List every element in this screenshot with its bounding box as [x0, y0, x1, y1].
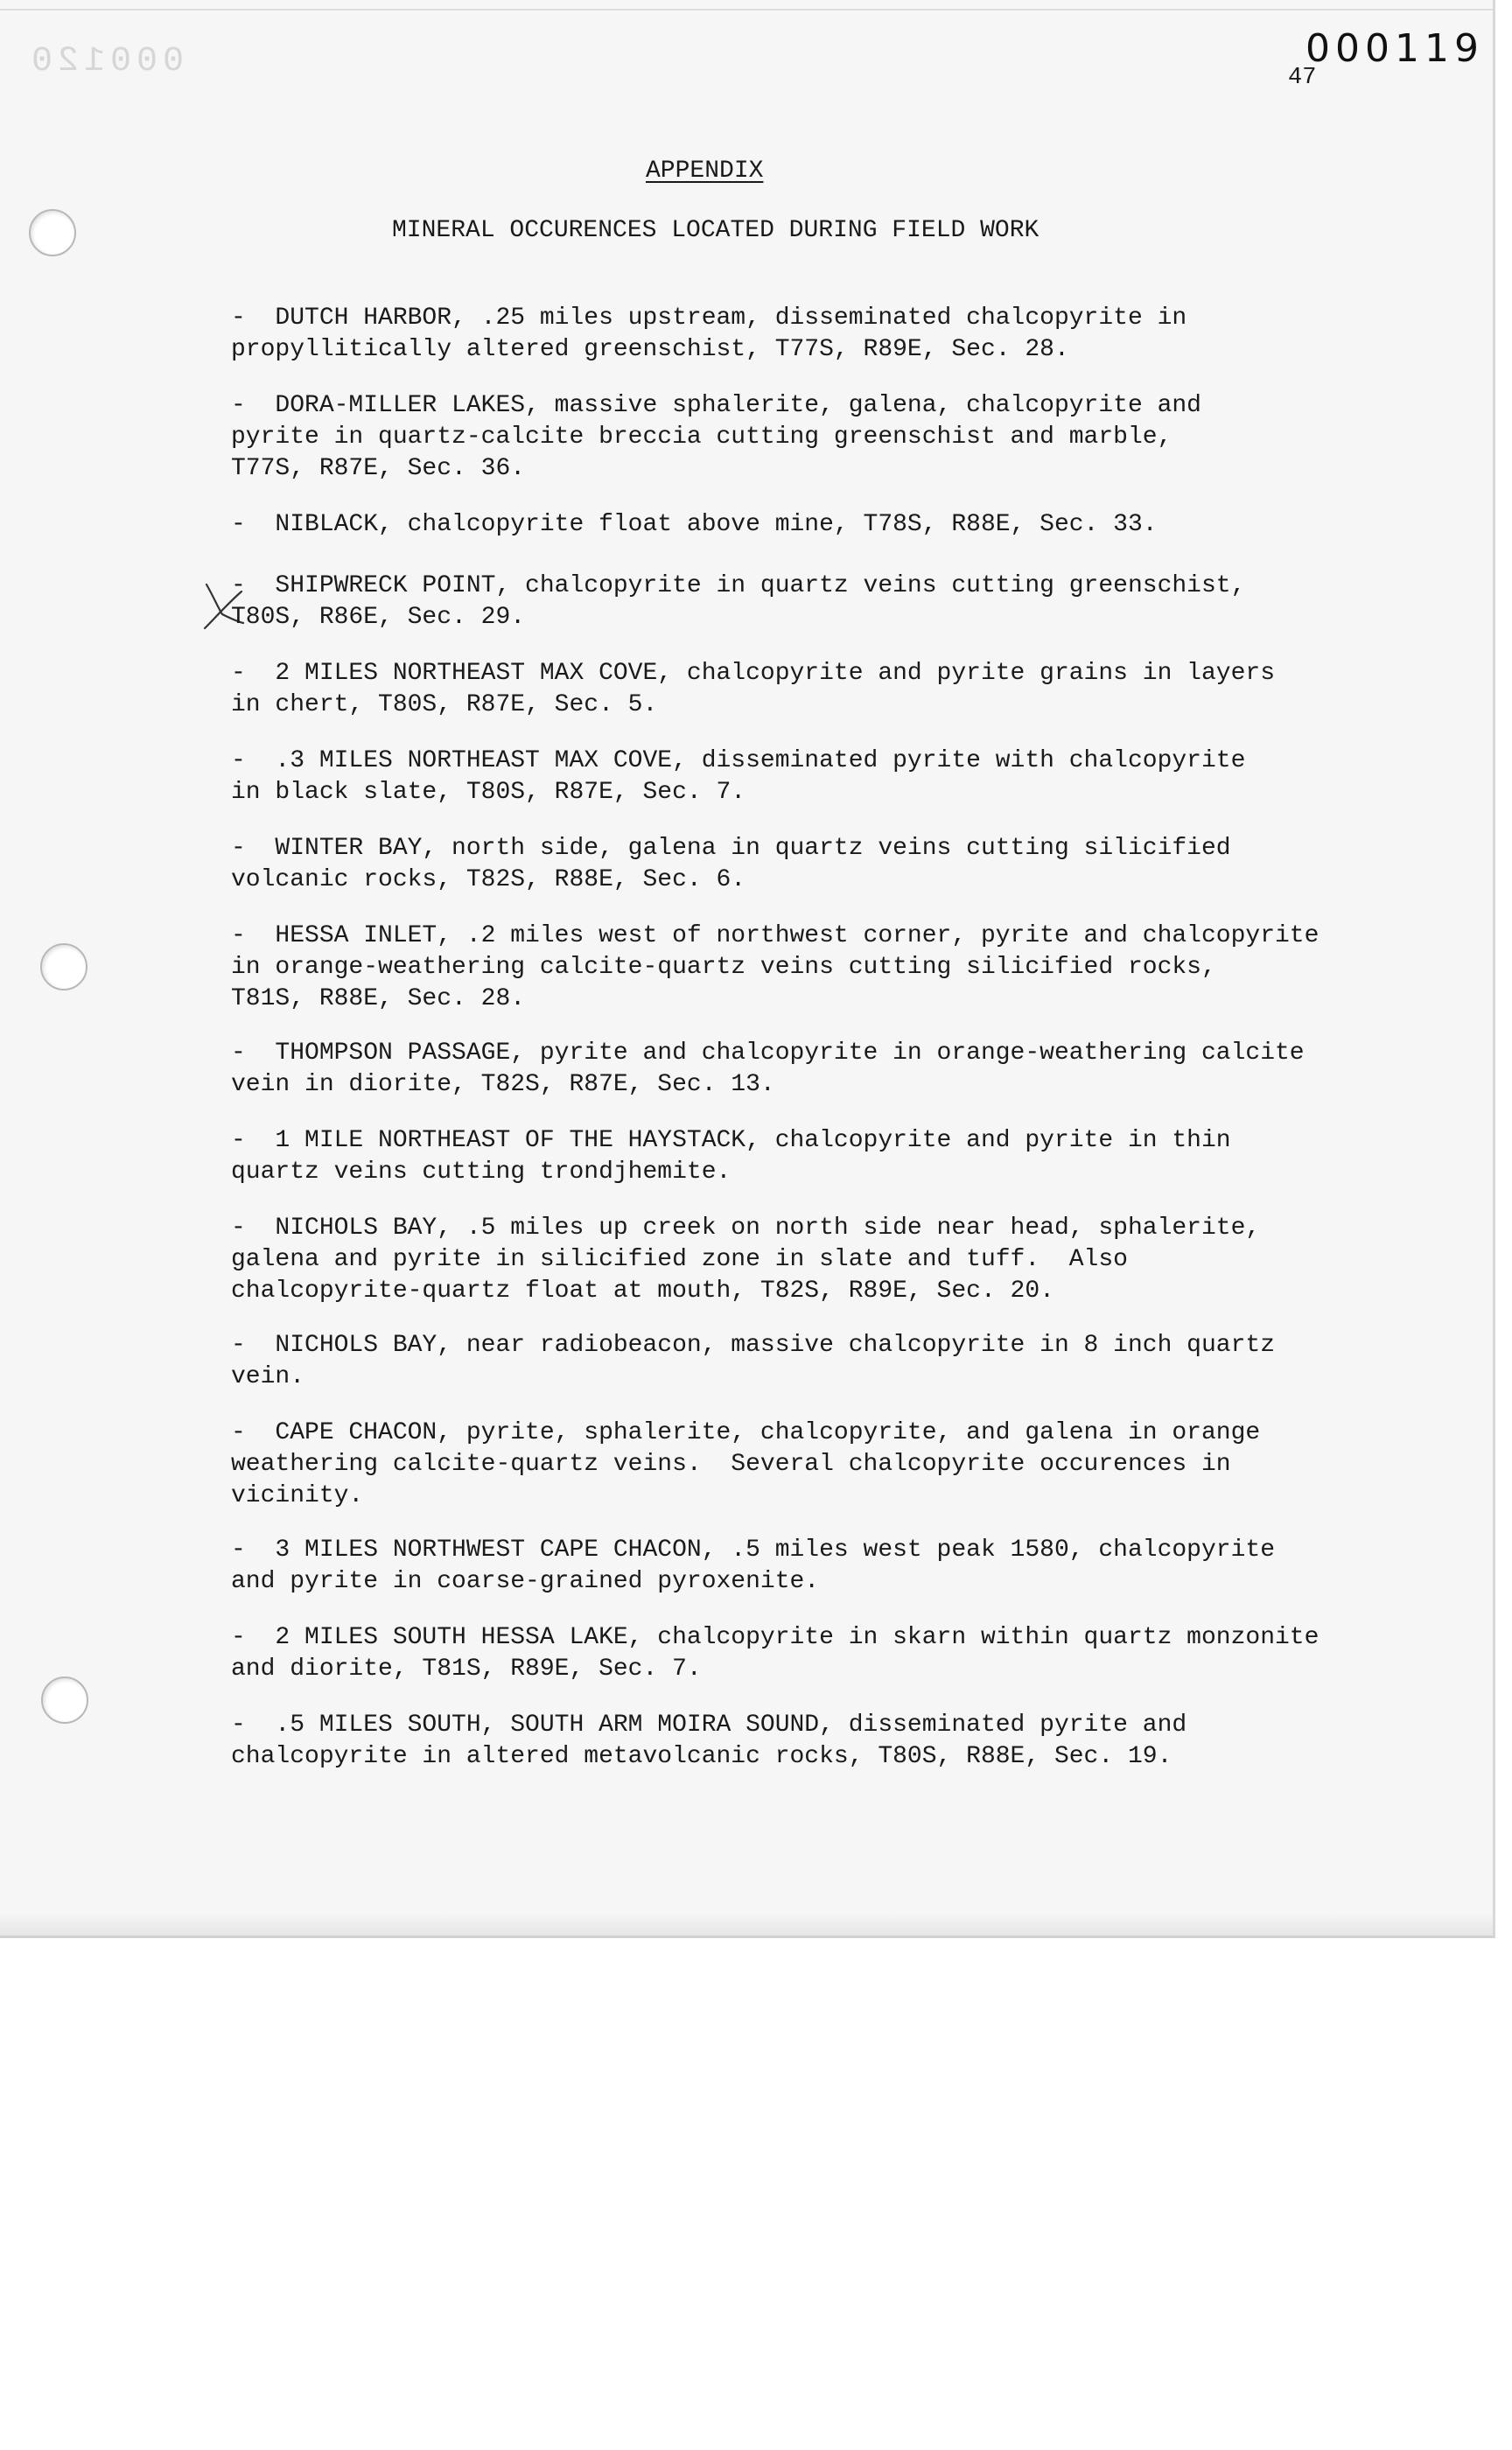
list-item: - DORA-MILLER LAKES, massive sphalerite, galena, chalcopyrite and pyrite in quartz-calcite breccia cutting greenschist and marble, T77S, R87E, Sec. 36.: [231, 392, 1201, 482]
punch-hole-icon: [29, 209, 76, 256]
list-item: - .3 MILES NORTHEAST MAX COVE, disseminated pyrite with chalcopyrite in black slate, T80S, R87E, Sec. 7.: [231, 747, 1246, 806]
punch-hole-icon: [41, 1676, 88, 1724]
list-item: - DUTCH HARBOR, .25 miles upstream, disseminated chalcopyrite in propyllitically altered greenschist, T77S, R89E, Sec. 28.: [231, 304, 1187, 363]
list-item: - NICHOLS BAY, .5 miles up creek on north side near head, sphalerite, galena and pyrite in silicified zone in slate and tuff. Also chalcopyrite-quartz float at mouth, T82S, R89E, Sec. 20.: [231, 1214, 1261, 1305]
page-top-edge: [0, 9, 1493, 10]
page-subtitle: MINERAL OCCURENCES LOCATED DURING FIELD WORK: [392, 217, 1040, 244]
list-item: - 2 MILES SOUTH HESSA LAKE, chalcopyrite in skarn within quartz monzonite and diorite, T81S, R89E, Sec. 7.: [231, 1624, 1320, 1683]
punch-hole-icon: [40, 943, 88, 990]
page-number: 47: [1288, 65, 1317, 91]
list-item: - .5 MILES SOUTH, SOUTH ARM MOIRA SOUND, disseminated pyrite and chalcopyrite in altered metavolcanic rocks, T80S, R88E, Sec. 19.: [231, 1712, 1187, 1770]
list-item: - 3 MILES NORTHWEST CAPE CHACON, .5 miles west peak 1580, chalcopyrite and pyrite in coarse-grained pyroxenite.: [231, 1536, 1275, 1595]
list-item: - SHIPWRECK POINT, chalcopyrite in quartz veins cutting greenschist, T80S, R86E, Sec. 29.: [231, 572, 1246, 631]
list-item: - 2 MILES NORTHEAST MAX COVE, chalcopyrite and pyrite grains in layers in chert, T80S, R87E, Sec. 5.: [231, 660, 1275, 718]
list-item: - CAPE CHACON, pyrite, sphalerite, chalcopyrite, and galena in orange weathering calcite-quartz veins. Several chalcopyrite occurences in vicinity.: [231, 1419, 1261, 1509]
bleed-through-number: 000120: [26, 42, 185, 81]
page-bottom-shadow: [0, 1913, 1493, 1936]
document-stamp-number: 000119: [1306, 26, 1484, 71]
list-item: - 1 MILE NORTHEAST OF THE HAYSTACK, chalcopyrite and pyrite in thin quartz veins cutting trondjhemite.: [231, 1127, 1231, 1186]
list-item: - HESSA INLET, .2 miles west of northwest corner, pyrite and chalcopyrite in orange-weathering calcite-quartz veins cutting silicified rocks, T81S, R88E, Sec. 28.: [231, 922, 1320, 1012]
list-item: - NIBLACK, chalcopyrite float above mine, T78S, R88E, Sec. 33.: [231, 511, 1158, 538]
list-item: - THOMPSON PASSAGE, pyrite and chalcopyrite in orange-weathering calcite vein in diorite, T82S, R87E, Sec. 13.: [231, 1040, 1305, 1098]
list-item: - WINTER BAY, north side, galena in quartz veins cutting silicified volcanic rocks, T82S, R88E, Sec. 6.: [231, 835, 1231, 893]
list-item: - NICHOLS BAY, near radiobeacon, massive chalcopyrite in 8 inch quartz vein.: [231, 1332, 1275, 1390]
page-title: APPENDIX: [646, 158, 764, 185]
